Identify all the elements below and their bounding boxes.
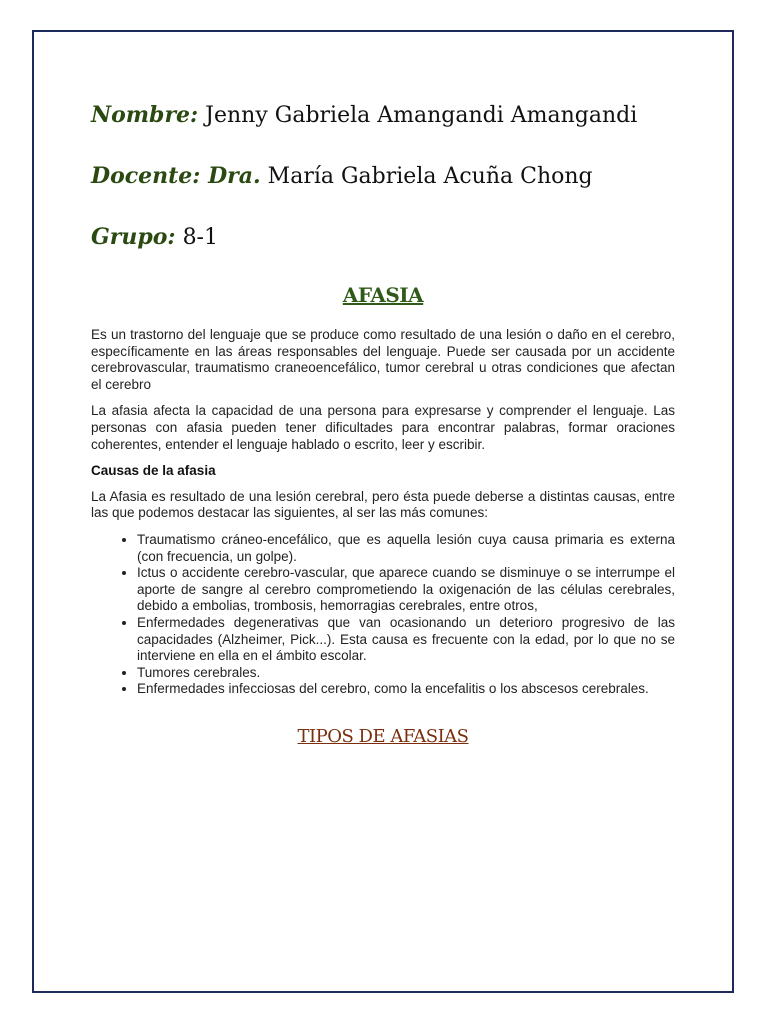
grupo-line xyxy=(91,222,675,253)
docente-label: Docente: Dra. xyxy=(91,163,261,189)
grupo-label: Grupo: xyxy=(91,224,176,250)
list-item: • Ictus o accidente cerebro-vascular, que aparece cuando se disminuye o se interrumpe el aporte de sangre al cerebro comprometiendo la oxigenación de las células cerebrales, debido a embolias, trombosis, hemorragias cerebrales, entre otros, xyxy=(137,565,675,615)
paragraph-definition: Es un trastorno del lenguaje que se produce como resultado de una lesión o daño en el cerebro, específicamente en las áreas responsables del lenguaje. Puede ser causada por un accidente cerebrovascular, traumatismo craneoencefálico, tumor cerebral u otras condiciones que afectan el cerebro xyxy=(91,327,675,392)
list-item: • Tumores cerebrales. xyxy=(137,665,675,682)
causes-intro: La Afasia es resultado de una lesión cerebral, pero ésta puede deberse a distintas causas, entre las que podemos destacar las siguientes, al ser las más comunes: xyxy=(91,488,675,521)
document-content xyxy=(91,100,675,747)
nombre-line xyxy=(91,100,675,131)
grupo-value: 8-1 xyxy=(182,225,218,250)
docente-line xyxy=(91,161,675,192)
causes-list xyxy=(91,532,675,698)
list-item: • Traumatismo cráneo-encefálico, que es aquella lesión cuya causa primaria es externa (con frecuencia, un golpe). xyxy=(137,532,675,565)
main-title: AFASIA xyxy=(342,283,424,307)
section-title-tipos: TIPOS DE AFASIAS xyxy=(297,725,469,747)
nombre-label: Nombre: xyxy=(91,102,199,128)
list-item: • Enfermedades infecciosas del cerebro, como la encefalitis o los abscesos cerebrales. xyxy=(137,681,675,698)
nombre-value: Jenny Gabriela Amangandi Amangandi xyxy=(205,103,638,128)
docente-value: María Gabriela Acuña Chong xyxy=(267,164,593,189)
paragraph-effects: La afasia afecta la capacidad de una persona para expresarse y comprender el lenguaje. Las personas con afasia pueden tener dificultades para encontrar palabras, formar oraciones coherentes, entender el lenguaje hablado o escrito, leer y escribir. xyxy=(91,403,675,452)
causes-heading: Causas de la afasia xyxy=(91,463,216,479)
list-item: • Enfermedades degenerativas que van ocasionando un deterioro progresivo de las capacidades (Alzheimer, Pick...). Esta causa es frecuente con la edad, por lo que no se interviene en ella en el ámbito escolar. xyxy=(137,615,675,665)
